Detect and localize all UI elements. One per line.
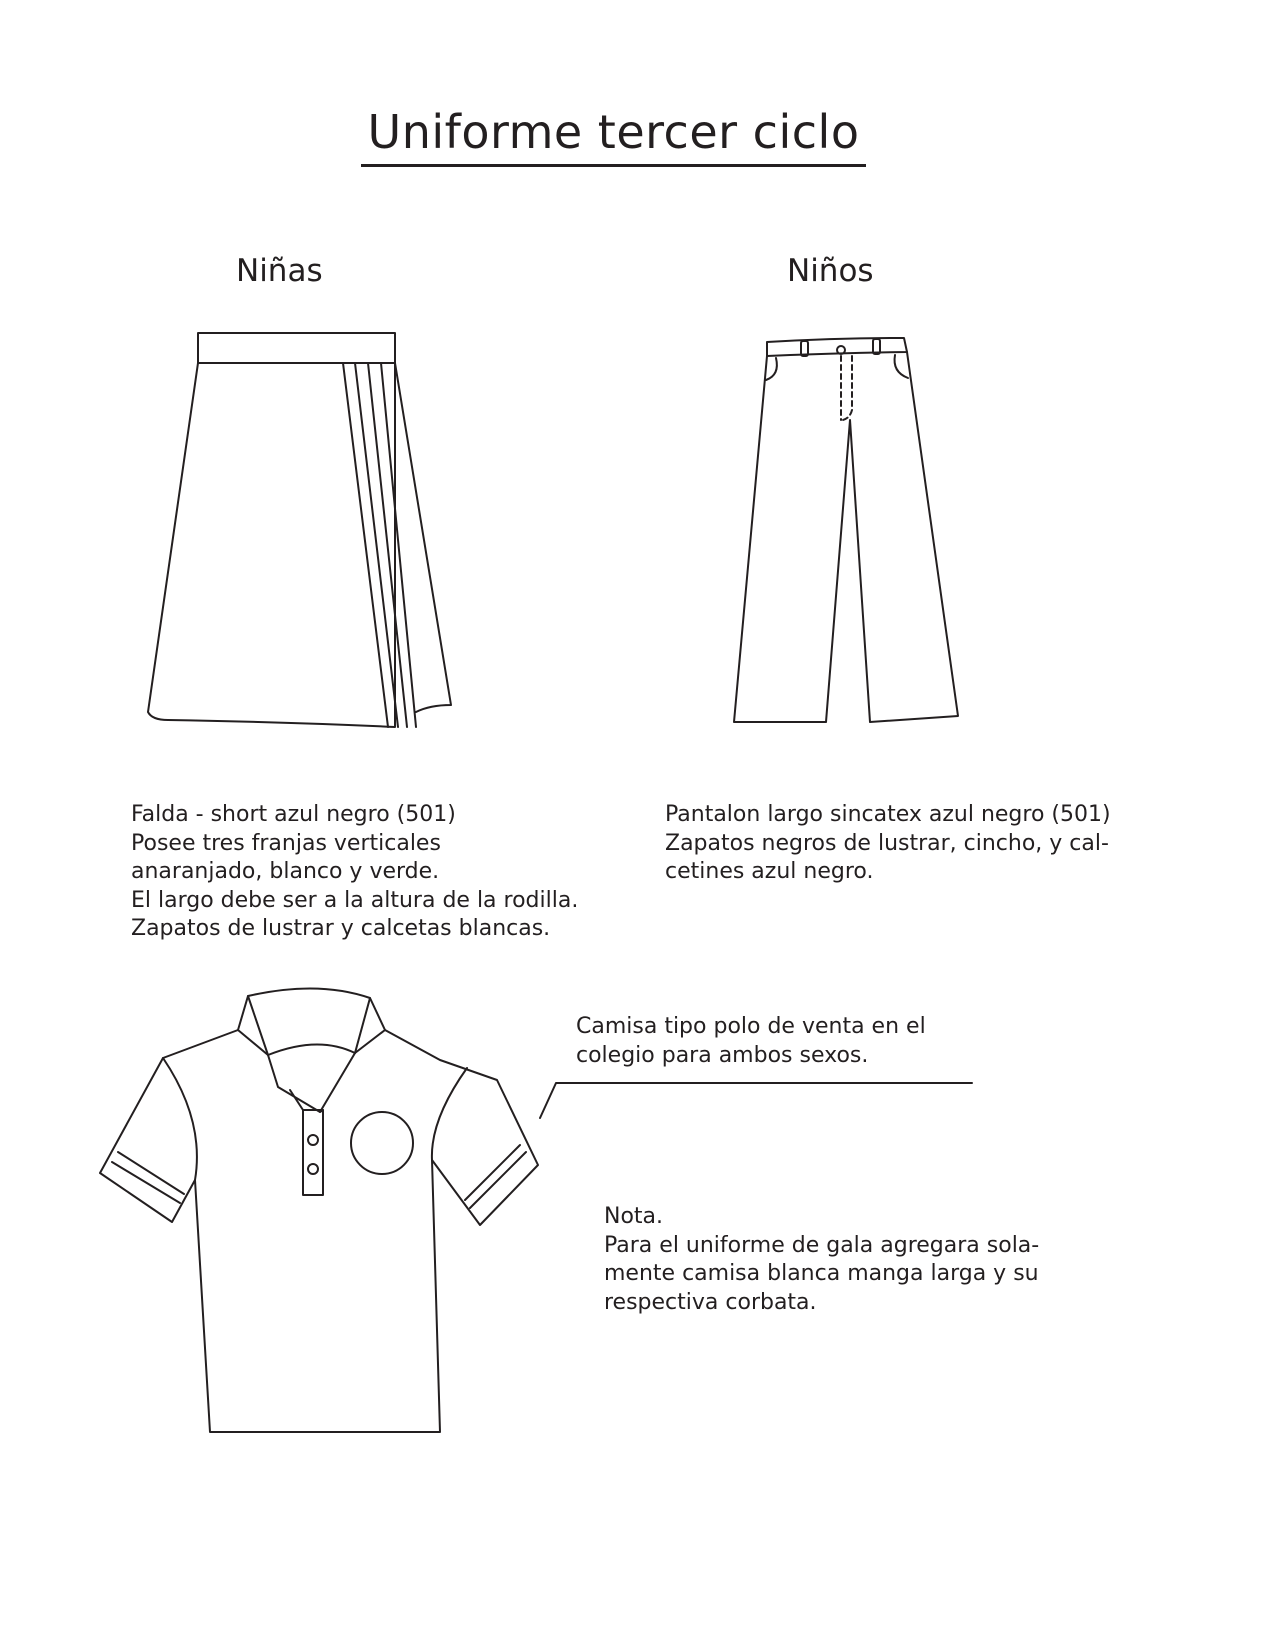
shirt-body [100, 1030, 538, 1432]
boys-heading: Niños [787, 253, 874, 289]
shirt-description: Camisa tipo polo de venta en el colegio para ambos sexos. [576, 1014, 926, 1068]
callout-leader [540, 1083, 972, 1118]
shirt-right-armhole [432, 1068, 467, 1160]
shirt-left-cuff-stripe-2 [118, 1152, 184, 1194]
shirt-collar-right-fold [355, 998, 370, 1053]
shirt-collar-inner [268, 1044, 355, 1055]
shirt-placket [303, 1110, 323, 1195]
shirt-placket-top [290, 1090, 323, 1112]
skirt-description: Falda - short azul negro (501) Posee tres franjas verticales anaranjado, blanco y verde. El largo debe ser a la altura de la rodilla. Zapatos de lustrar y calcetas blancas. [131, 802, 579, 941]
girls-heading: Niñas [236, 253, 323, 289]
shirt-left-armhole [163, 1058, 197, 1180]
shirt-left-cuff-stripe-1 [112, 1162, 180, 1203]
shirt-emblem [351, 1112, 413, 1174]
note-text: Nota. Para el uniforme de gala agregara sola- mente camisa blanca manga larga y su respectiva corbata. [604, 1204, 1040, 1315]
shirt-right-cuff-stripe-1 [470, 1152, 526, 1208]
shirt-button-2 [308, 1164, 318, 1174]
pants-description: Pantalon largo sincatex azul negro (501) Zapatos negros de lustrar, cincho, y cal- cetines azul negro. [665, 802, 1111, 884]
page-title: Uniforme tercer ciclo [367, 105, 860, 159]
shirt-button-1 [308, 1135, 318, 1145]
shirt-collar [238, 988, 385, 1112]
